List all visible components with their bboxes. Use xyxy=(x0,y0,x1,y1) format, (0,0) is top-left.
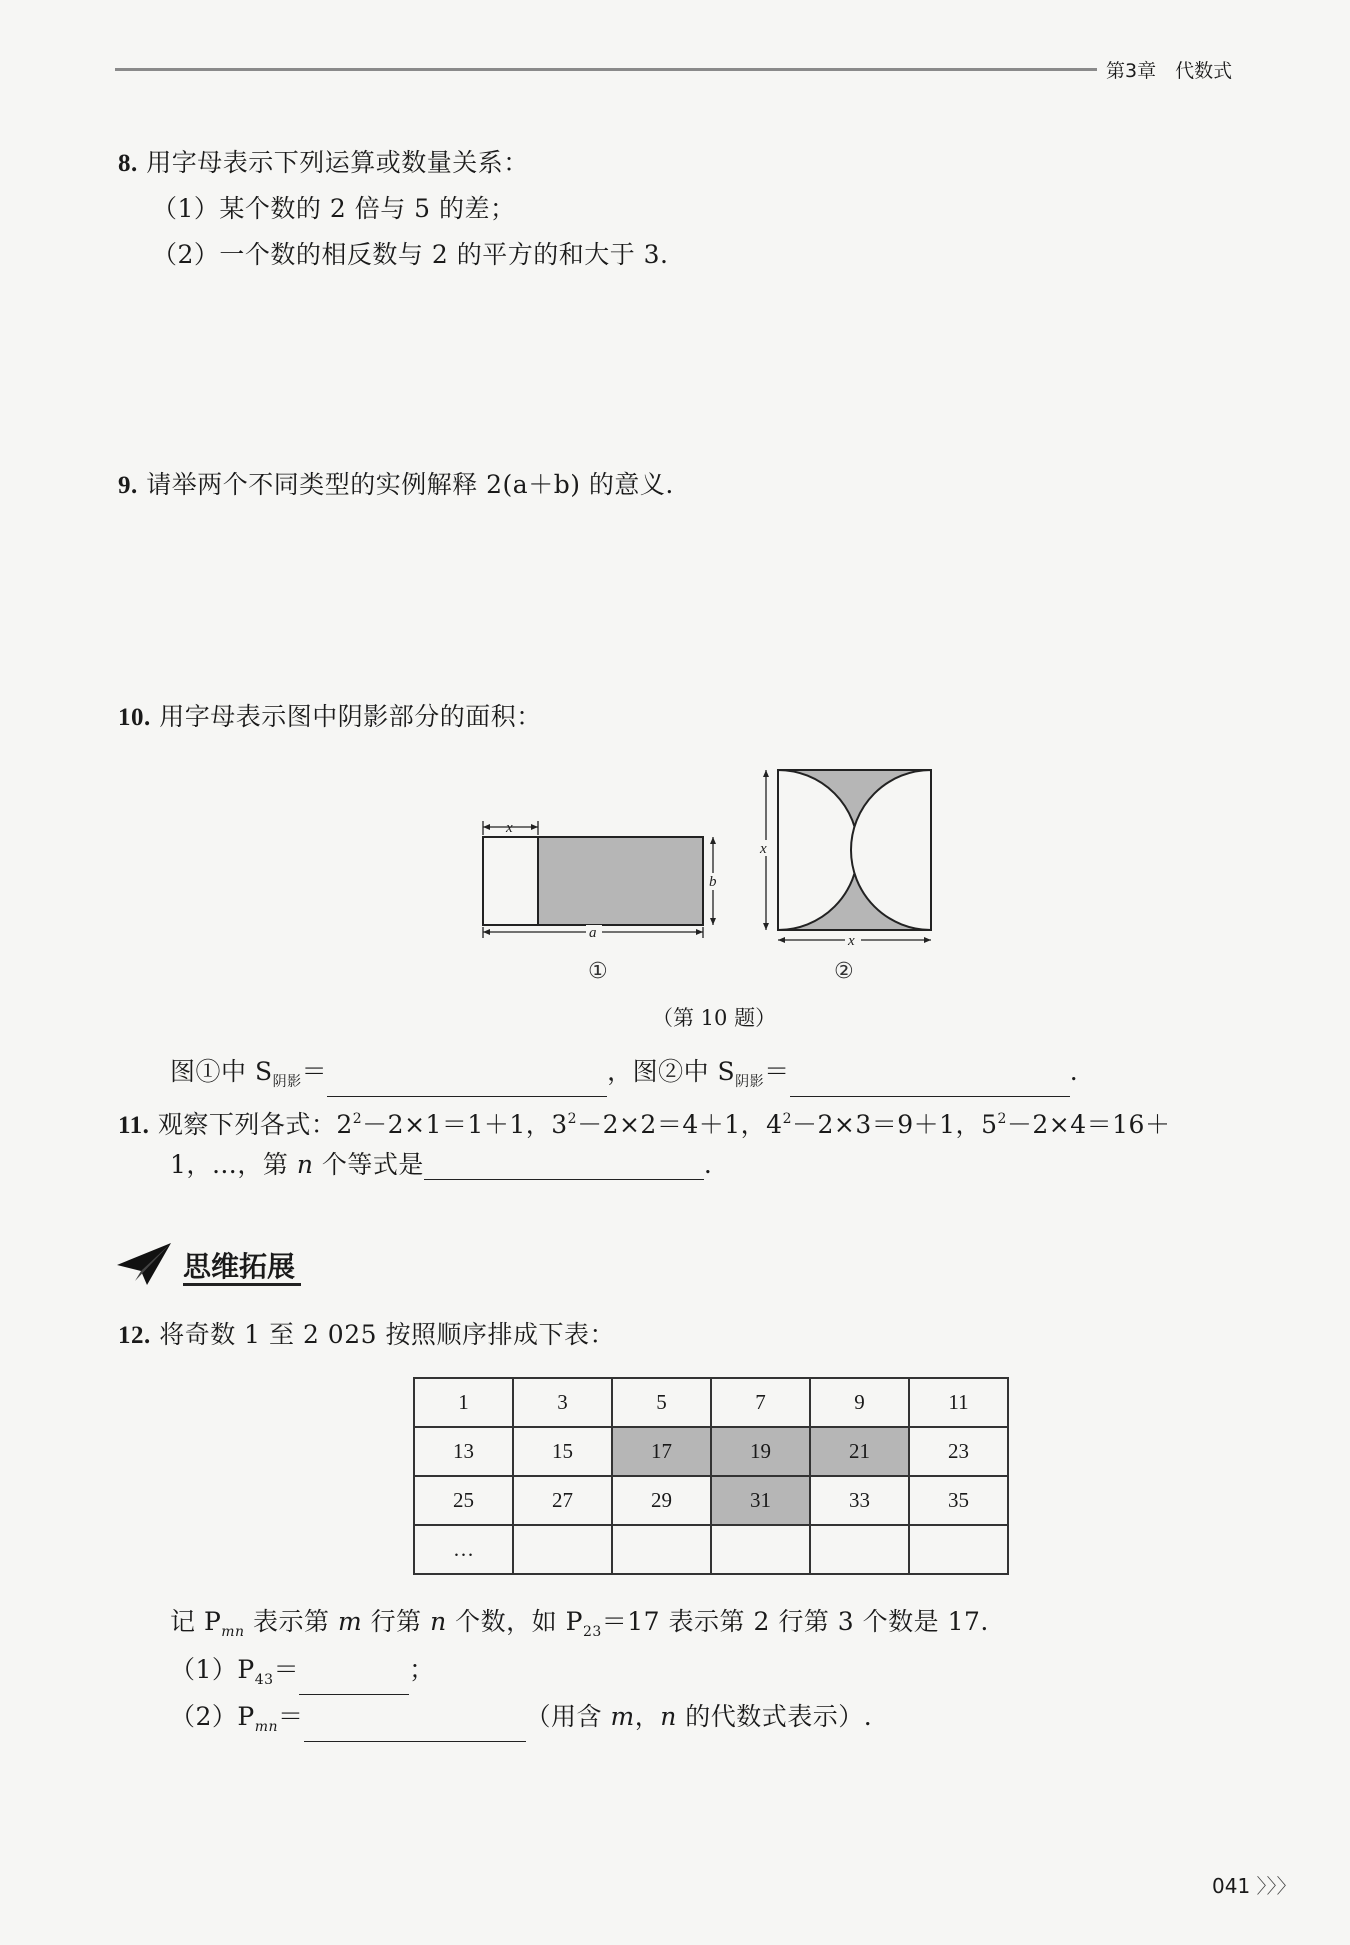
desc-text: 表示第 xyxy=(244,1607,338,1636)
odd-number-table xyxy=(413,1377,1009,1575)
section-title-underline xyxy=(183,1283,301,1286)
variable-m: m xyxy=(610,1702,635,1731)
table-cell xyxy=(711,1525,810,1574)
table-cell xyxy=(810,1525,909,1574)
line2-text: 个等式是 xyxy=(313,1150,424,1179)
fig2-label-x-bottom: x xyxy=(848,933,855,949)
fig1-b-arrow-bottom xyxy=(710,918,716,925)
table-cell: 27 xyxy=(513,1476,612,1525)
question-8 xyxy=(118,148,529,179)
note-text: ， xyxy=(634,1702,661,1731)
table-cell: 25 xyxy=(414,1476,513,1525)
table-cell: 15 xyxy=(513,1427,612,1476)
question-10-answer xyxy=(170,1057,1078,1097)
answer-blank-q11[interactable] xyxy=(424,1153,704,1180)
table-cell xyxy=(612,1525,711,1574)
table-cell: 1 xyxy=(414,1378,513,1427)
table-cell: 5 xyxy=(612,1378,711,1427)
expr-rest: －2×4＝16＋ xyxy=(1006,1110,1171,1139)
question-12 xyxy=(118,1320,615,1351)
answer-fig1-label: 图①中 S xyxy=(170,1057,273,1086)
paper-plane-icon xyxy=(115,1241,173,1287)
expr-exponent: 2 xyxy=(782,1111,792,1127)
table-cell: 11 xyxy=(909,1378,1008,1427)
expr-rest: －2×3＝9＋1， xyxy=(791,1110,982,1139)
table-cell: … xyxy=(414,1525,513,1574)
question-10 xyxy=(118,702,542,733)
equals-sign: ＝ xyxy=(301,1057,328,1086)
expr-exponent: 2 xyxy=(997,1111,1007,1127)
fig2-label-x-side: x xyxy=(760,841,767,857)
fig1-a-arrow-left xyxy=(483,929,490,935)
question-stem: 用字母表示图中阴影部分的面积： xyxy=(159,702,542,731)
question-stem: 请举两个不同类型的实例解释 2(a＋b) 的意义. xyxy=(146,470,674,499)
variable-n: n xyxy=(296,1150,314,1179)
figure-caption: （第 10 题） xyxy=(652,1006,777,1030)
page-number-value: 041 xyxy=(1212,1874,1251,1898)
table-cell xyxy=(513,1525,612,1574)
chevrons-icon: 〉〉〉 xyxy=(1256,1874,1297,1898)
line2-text: 1，…，第 xyxy=(170,1150,297,1179)
subscript-mn: mn xyxy=(254,1719,279,1735)
fig2-bottom-arrow-right xyxy=(924,937,931,943)
equals-sign: ＝ xyxy=(273,1655,300,1684)
subscript-43: 43 xyxy=(254,1672,274,1688)
header-rule xyxy=(115,68,1097,71)
expr-base: 3 xyxy=(551,1110,568,1139)
question-number: 9. xyxy=(118,472,138,499)
question-12-part-2 xyxy=(170,1702,872,1742)
answer-blank-fig1[interactable] xyxy=(327,1070,607,1097)
question-stem: 将奇数 1 至 2 025 按照顺序排成下表： xyxy=(159,1320,615,1349)
question-number: 11. xyxy=(118,1112,150,1139)
table-row xyxy=(414,1476,1008,1525)
period: . xyxy=(703,1150,713,1179)
table-cell: 29 xyxy=(612,1476,711,1525)
table-cell: 13 xyxy=(414,1427,513,1476)
fig2-marker: ② xyxy=(834,959,854,984)
table-row xyxy=(414,1525,1008,1574)
part-label: （1）P xyxy=(170,1655,255,1684)
desc-text: ＝17 表示第 2 行第 3 个数是 17. xyxy=(601,1607,989,1636)
table-cell: 3 xyxy=(513,1378,612,1427)
semicolon: ； xyxy=(409,1655,435,1684)
question-9 xyxy=(118,470,674,501)
fig1-label-b: b xyxy=(709,874,717,890)
table-cell: 33 xyxy=(810,1476,909,1525)
question-12-description xyxy=(170,1607,989,1647)
expr-base: 2 xyxy=(336,1110,353,1139)
question-stem: 用字母表示下列运算或数量关系： xyxy=(146,148,529,177)
fig1-label-a: a xyxy=(589,925,597,941)
section-title: 思维拓展 xyxy=(183,1250,296,1283)
fig1-marker: ① xyxy=(588,959,608,984)
figure-1 xyxy=(470,815,730,985)
question-11-line-2 xyxy=(170,1150,712,1180)
answer-blank-fig2[interactable] xyxy=(790,1070,1070,1097)
answer-blank-pmn[interactable] xyxy=(304,1715,526,1742)
table-cell: 9 xyxy=(810,1378,909,1427)
expr-rest: －2×2＝4＋1， xyxy=(577,1110,767,1139)
subscript-mn: mn xyxy=(221,1624,245,1640)
table-cell-shaded: 21 xyxy=(810,1427,909,1476)
figure-2 xyxy=(752,762,940,987)
equals-sign: ＝ xyxy=(278,1702,304,1731)
variable-m: m xyxy=(337,1607,363,1636)
note-text: 的代数式表示）. xyxy=(676,1702,873,1731)
fig1-label-x: x xyxy=(506,820,513,836)
table-cell-shaded: 17 xyxy=(612,1427,711,1476)
answer-fig2-label: ，图②中 S xyxy=(607,1057,736,1086)
question-number: 12. xyxy=(118,1322,151,1349)
expr-exponent: 2 xyxy=(352,1111,363,1127)
variable-n: n xyxy=(430,1607,447,1636)
note-text: （用含 xyxy=(525,1702,611,1731)
fig1-white-rect xyxy=(483,837,538,925)
fig1-a-arrow-right xyxy=(696,929,703,935)
fig1-b-arrow-top xyxy=(710,837,716,844)
fig1-x-arrow-right xyxy=(531,824,538,830)
fig2-side-arrow-bottom xyxy=(763,923,769,930)
desc-text: 记 P xyxy=(170,1607,222,1636)
question-number: 10. xyxy=(118,704,151,731)
question-12-part-1 xyxy=(170,1655,435,1695)
desc-text: 个数，如 P xyxy=(446,1607,583,1636)
equals-sign: ＝ xyxy=(764,1057,790,1086)
period: . xyxy=(1069,1057,1079,1086)
fig1-x-arrow-left xyxy=(483,824,490,830)
table-cell-shaded: 19 xyxy=(711,1427,810,1476)
fig2-bottom-arrow-left xyxy=(778,937,785,943)
expr-rest: －2×1＝1＋1， xyxy=(362,1110,552,1139)
part-label: （2）P xyxy=(170,1702,255,1731)
variable-n: n xyxy=(660,1702,677,1731)
subscript-23: 23 xyxy=(582,1624,602,1640)
question-intro: 观察下列各式： xyxy=(157,1110,337,1139)
fig2-side-arrow-top xyxy=(763,770,769,777)
expr-base: 4 xyxy=(766,1110,783,1139)
expr-exponent: 2 xyxy=(567,1111,578,1127)
page-number xyxy=(1212,1870,1297,1899)
table-row xyxy=(414,1378,1008,1427)
question-8-part-1: （1）某个数的 2 倍与 5 的差； xyxy=(152,194,516,223)
expr-base: 5 xyxy=(981,1110,998,1139)
answer-blank-p43[interactable] xyxy=(299,1668,409,1695)
question-number: 8. xyxy=(118,150,138,177)
question-11 xyxy=(118,1104,1170,1141)
table-cell: 23 xyxy=(909,1427,1008,1476)
table-row xyxy=(414,1427,1008,1476)
table-cell: 7 xyxy=(711,1378,810,1427)
fig1-shaded-rect xyxy=(538,837,703,925)
subscript-shaded: 阴影 xyxy=(272,1074,302,1090)
chapter-header: 第3章 代数式 xyxy=(1106,60,1233,82)
subscript-shaded: 阴影 xyxy=(735,1074,765,1090)
table-cell: 35 xyxy=(909,1476,1008,1525)
desc-text: 行第 xyxy=(362,1607,431,1636)
table-cell xyxy=(909,1525,1008,1574)
table-cell-shaded: 31 xyxy=(711,1476,810,1525)
question-8-part-2: （2）一个数的相反数与 2 的平方的和大于 3. xyxy=(152,240,669,269)
